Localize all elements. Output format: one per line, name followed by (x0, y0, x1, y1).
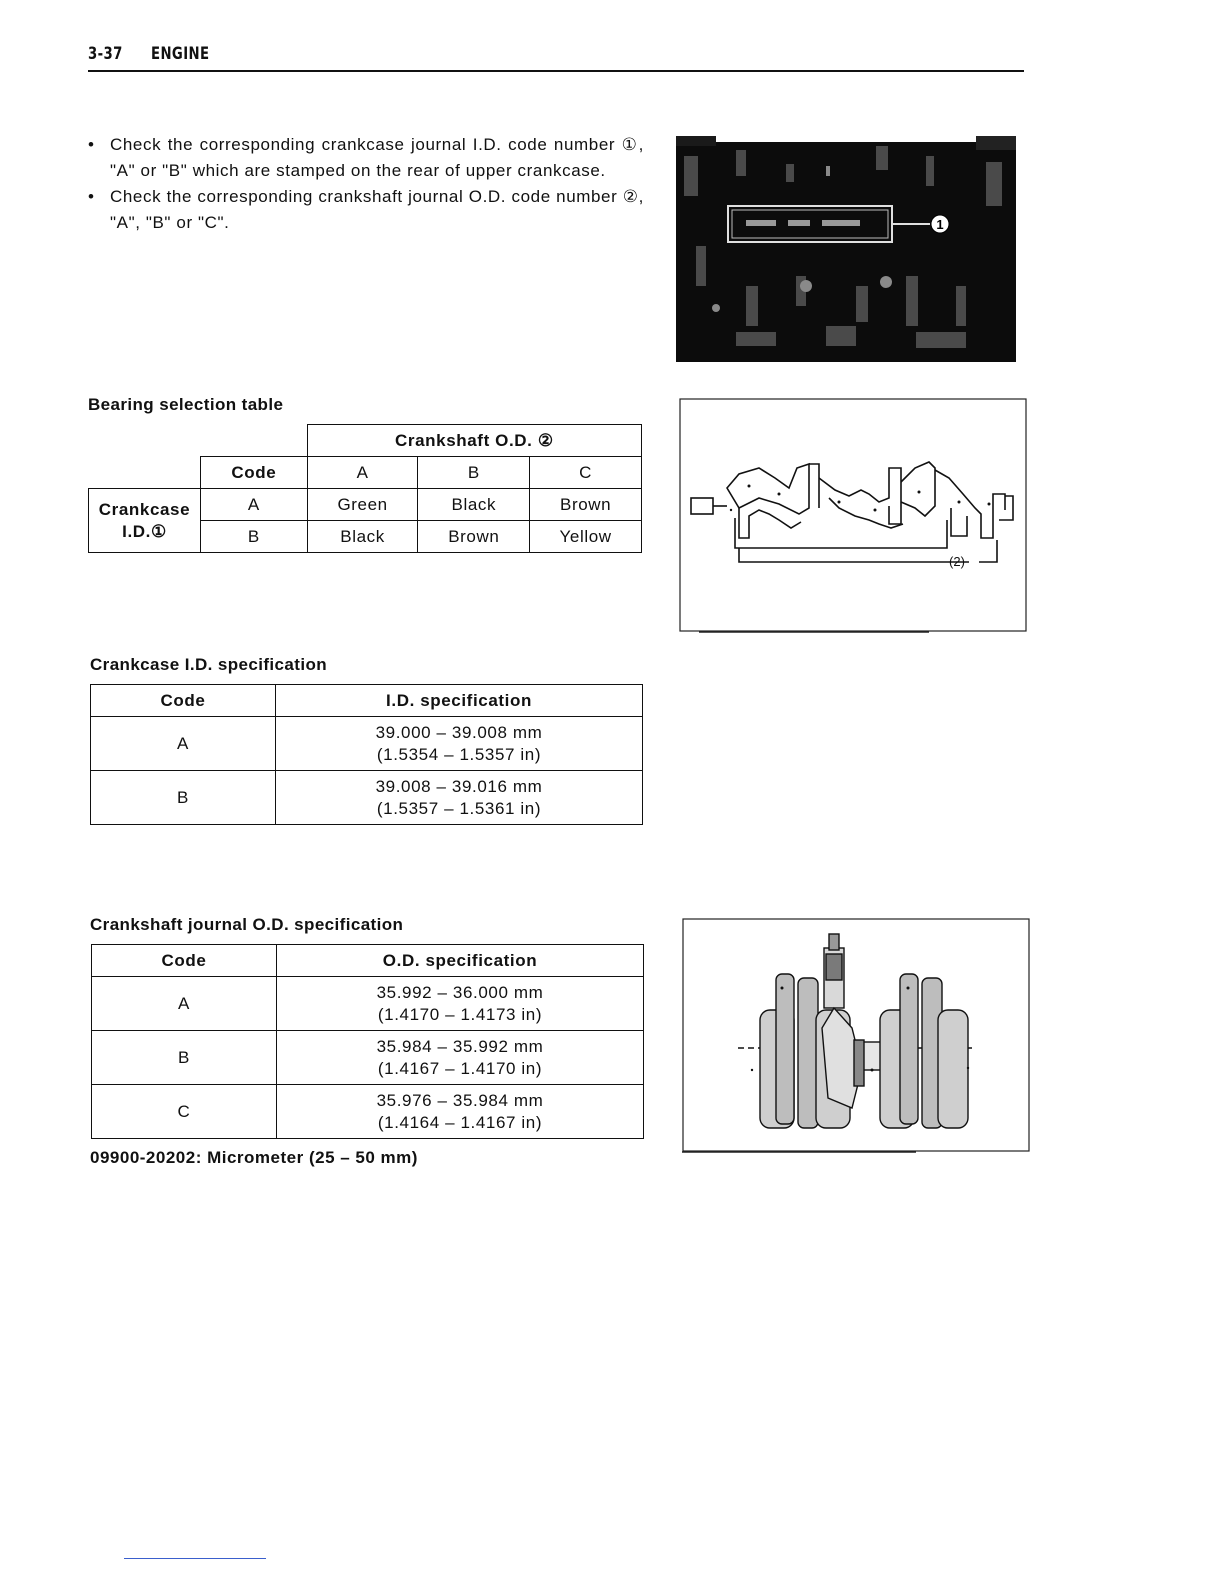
id-spec-code: B (91, 771, 276, 825)
od-code-c: C (530, 457, 642, 489)
bearing-selection-table (88, 424, 642, 553)
footer-rule (124, 1558, 266, 1559)
od-spec-table (91, 944, 644, 1139)
bearing-color: Brown (530, 489, 642, 521)
instruction-item: • Check the corresponding crankshaft journal O.D. code number ②, "A", "B" or "C". (88, 184, 644, 236)
id-code-column-header: Code (91, 685, 276, 717)
id-spec-value (276, 717, 643, 771)
crankcase-id-header: Crankcase I.D.① (89, 489, 201, 553)
page-header (88, 44, 1024, 72)
page-reference: 3-37 (88, 44, 123, 64)
od-spec-code: C (92, 1085, 277, 1139)
section-title: ENGINE (150, 44, 210, 64)
od-code-column-header: Code (92, 945, 277, 977)
od-spec-code: A (92, 977, 277, 1031)
od-spec-in: (1.4164 – 1.4167 in) (377, 1112, 543, 1132)
od-spec-in: (1.4170 – 1.4173 in) (377, 1004, 543, 1024)
id-code-b: B (200, 521, 307, 553)
od-code-a: A (307, 457, 418, 489)
od-spec-value (277, 1031, 644, 1085)
od-spec-in: (1.4167 – 1.4170 in) (377, 1058, 543, 1078)
bearing-table-caption: Bearing selection table (88, 395, 284, 414)
id-spec-column-header: I.D. specification (276, 685, 643, 717)
special-tool-note: 09900-20202: Micrometer (25 – 50 mm) (90, 1148, 418, 1167)
id-spec-mm: 39.008 – 39.016 mm (375, 776, 543, 796)
id-spec-code: A (91, 717, 276, 771)
od-spec-column-header: O.D. specification (277, 945, 644, 977)
id-spec-in: (1.5357 – 1.5361 in) (376, 798, 542, 818)
od-code-b: B (418, 457, 530, 489)
bearing-color: Green (307, 489, 418, 521)
bearing-color: Yellow (530, 521, 642, 553)
crankshaft-od-header: Crankshaft O.D. ② (307, 425, 641, 457)
micrometer-illustration (682, 918, 1030, 1154)
bearing-color: Black (418, 489, 530, 521)
od-spec-caption: Crankshaft journal O.D. specification (90, 915, 404, 934)
id-spec-mm: 39.000 – 39.008 mm (375, 722, 543, 742)
diagram-callout-label: (2) (949, 554, 965, 569)
od-spec-code: B (92, 1031, 277, 1085)
id-spec-value (276, 771, 643, 825)
bearing-color: Black (307, 521, 418, 553)
od-spec-mm: 35.992 – 36.000 mm (376, 982, 544, 1002)
crankcase-photo (676, 136, 1024, 372)
instruction-item: • Check the corresponding crankcase journal I.D. code number ①, "A" or "B" which are stamped on the rear of upper crankcase. (88, 132, 644, 184)
od-spec-mm: 35.976 – 35.984 mm (376, 1090, 544, 1110)
od-spec-value (277, 1085, 644, 1139)
code-header: Code (200, 457, 307, 489)
id-spec-caption: Crankcase I.D. specification (90, 655, 328, 674)
id-code-a: A (200, 489, 307, 521)
instruction-list (88, 132, 644, 236)
id-spec-table (90, 684, 643, 825)
od-spec-value (277, 977, 644, 1031)
od-spec-mm: 35.984 – 35.992 mm (376, 1036, 544, 1056)
crankshaft-diagram (679, 398, 1027, 634)
id-spec-in: (1.5354 – 1.5357 in) (376, 744, 542, 764)
photo-callout-label: 1 (936, 217, 944, 232)
bearing-color: Brown (418, 521, 530, 553)
